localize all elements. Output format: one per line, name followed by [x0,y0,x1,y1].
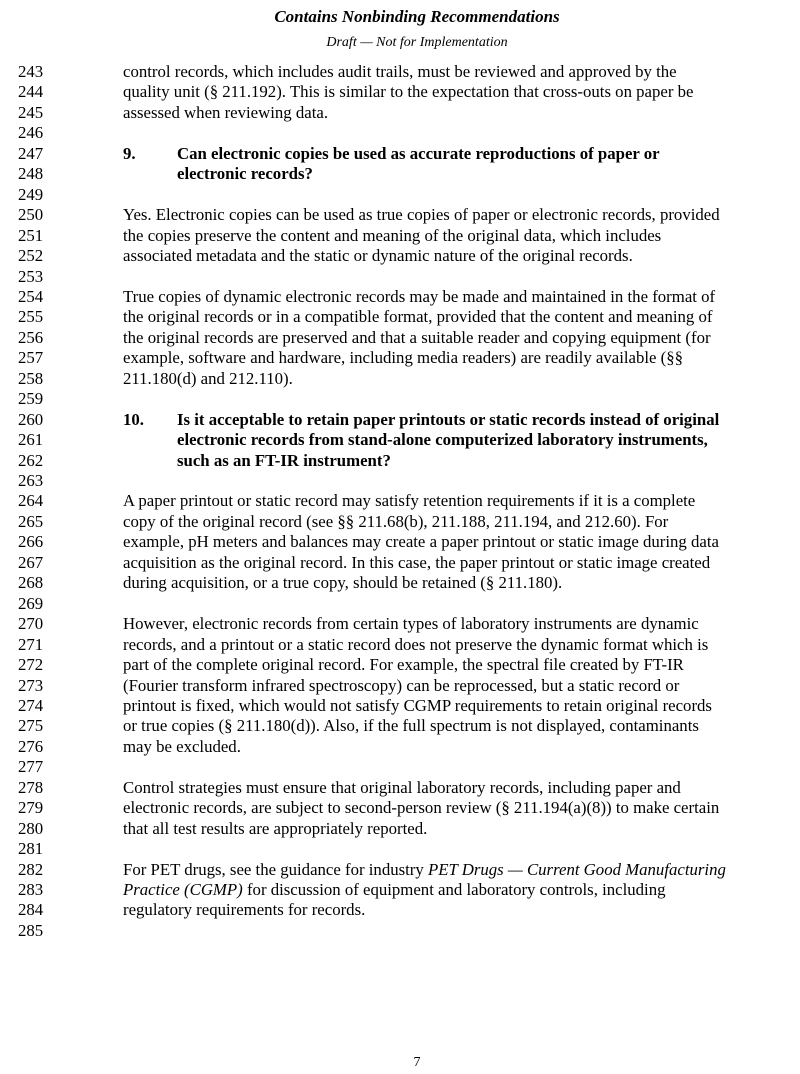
line-number: 276 [18,736,44,756]
question-number: 9. [123,143,136,163]
body-text: Control strategies must ensure that original laboratory records, including paper and [123,777,681,797]
document-line [0,614,800,634]
document-line [0,635,800,655]
body-text: during acquisition, or a true copy, should be retained (§ 211.180). [123,573,563,593]
document-line [0,389,800,409]
line-number: 271 [18,634,44,654]
line-number: 283 [18,880,44,899]
body-text: example, pH meters and balances may create a paper printout or static image during data [123,532,719,552]
line-number: 255 [18,307,44,327]
body-text [123,880,665,900]
line-number: 243 [18,62,44,81]
document-title-reference: PET Drugs — Current Good Manufacturing [427,859,726,879]
document-title-reference: Practice (CGMP) [123,880,243,899]
document-line [0,307,800,327]
line-number: 250 [18,205,44,225]
body-text: quality unit (§ 211.192). This is similar to the expectation that cross-outs on paper be [123,82,694,102]
document-line [0,246,800,266]
body-text: records, and a printout or a static record does not preserve the dynamic format which is [123,634,709,654]
line-number: 266 [18,532,44,552]
question-heading: electronic records from stand-alone computerized laboratory instruments, [177,430,708,450]
body-text: A paper printout or static record may satisfy retention requirements if it is a complete [123,491,696,511]
line-number: 245 [18,102,44,122]
body-text: the copies preserve the content and meaning of the original data, which includes [123,225,662,245]
body-text: regulatory requirements for records. [123,900,366,920]
line-number: 251 [18,225,44,245]
document-line [0,594,800,614]
document-line [0,737,800,757]
question-heading: Can electronic copies be used as accurate reproductions of paper or [177,143,660,163]
document-line [0,369,800,389]
document-line [0,348,800,368]
line-number: 275 [18,716,44,736]
document-line [0,267,800,287]
document-line [0,553,800,573]
line-number: 268 [18,573,44,593]
line-number: 257 [18,348,44,368]
question-heading: Is it acceptable to retain paper printouts or static records instead of original [177,409,720,429]
body-text: the original records are preserved and that a suitable reader and copying equipment (for [123,327,711,347]
line-number: 278 [18,777,44,797]
line-number: 258 [18,368,44,388]
document-line [0,491,800,511]
line-number: 269 [18,593,44,613]
line-number: 256 [18,327,44,347]
document-line [0,696,800,716]
line-number: 252 [18,246,44,266]
question-heading: electronic records? [177,164,313,184]
body-text: associated metadata and the static or dynamic nature of the original records. [123,246,633,266]
page-header-title: Contains Nonbinding Recommendations [274,7,560,26]
body-text: copy of the original record (see §§ 211.68(b), 211.188, 211.194, and 212.60). For [123,511,669,531]
document-line [0,921,800,941]
body-text: acquisition as the original record. In this case, the paper printout or static image created [123,552,711,572]
document-line [0,164,800,184]
question-number: 10. [123,409,144,429]
document-line [0,82,800,102]
line-number: 265 [18,511,44,531]
body-text: assessed when reviewing data. [123,102,329,122]
line-number: 262 [18,450,44,470]
line-number: 254 [18,286,44,306]
body-text: electronic records, are subject to second-person review (§ 211.194(a)(8)) to make certain [123,798,720,818]
question-heading: such as an FT-IR instrument? [177,450,391,470]
line-number: 284 [18,900,44,920]
document-line [0,185,800,205]
line-number: 260 [18,409,44,429]
body-text [123,860,726,880]
document-line [0,757,800,777]
line-number: 248 [18,164,44,184]
document-line [0,512,800,532]
line-number: 270 [18,614,44,634]
document-line [0,880,800,900]
body-text: may be excluded. [123,736,241,756]
document-line [0,430,800,450]
document-line [0,123,800,143]
body-text: the original records or in a compatible format, provided that the content and meaning of [123,307,713,327]
line-number: 279 [18,798,44,818]
line-number: 274 [18,695,44,715]
body-text: example, software and hardware, including media readers) are readily available (§§ [123,348,684,368]
body-text-segment: For PET drugs, see the guidance for industry [123,859,428,879]
body-text: However, electronic records from certain types of laboratory instruments are dynamic [123,614,699,634]
line-number: 264 [18,491,44,511]
body-text: part of the complete original record. For example, the spectral file created by FT-IR [123,655,684,675]
line-number: 285 [18,920,44,940]
line-number: 272 [18,655,44,675]
document-line [0,839,800,859]
line-number: 281 [18,839,44,859]
document-line [0,62,800,82]
document-line [0,144,800,164]
document-line [0,900,800,920]
document-line [0,655,800,675]
line-number: 273 [18,675,44,695]
document-line [0,532,800,552]
body-text: that all test results are appropriately reported. [123,818,428,838]
document-line [0,778,800,798]
page-header-subtitle: Draft — Not for Implementation [326,35,508,50]
document-line [0,205,800,225]
body-text: or true copies (§ 211.180(d)). Also, if the full spectrum is not displayed, contaminants [123,716,699,736]
document-line [0,287,800,307]
line-number: 277 [18,757,44,777]
body-text: (Fourier transform infrared spectroscopy) can be reprocessed, but a static record or [123,675,680,695]
line-number: 263 [18,471,44,490]
document-line [0,573,800,593]
line-number: 282 [18,859,44,879]
document-line [0,103,800,123]
line-number: 267 [18,552,44,572]
line-number: 259 [18,389,44,409]
body-text: control records, which includes audit trails, must be reviewed and approved by the [123,62,677,81]
document-line [0,716,800,736]
line-number: 244 [18,82,44,102]
line-number: 249 [18,184,44,204]
line-number: 280 [18,818,44,838]
document-line [0,451,800,471]
document-line [0,798,800,818]
line-number: 246 [18,123,44,143]
page-number: 7 [413,1055,421,1070]
document-line [0,819,800,839]
document-line [0,860,800,880]
body-text: Yes. Electronic copies can be used as true copies of paper or electronic records, provided [123,205,720,225]
body-text: 211.180(d) and 212.110). [123,368,293,388]
document-line [0,226,800,246]
document-line [0,676,800,696]
body-text: printout is fixed, which would not satisfy CGMP requirements to retain original records [123,695,712,715]
line-number: 261 [18,430,44,450]
body-text: True copies of dynamic electronic records may be made and maintained in the format of [123,286,716,306]
document-line [0,410,800,430]
line-number: 247 [18,143,44,163]
document-line [0,328,800,348]
line-number: 253 [18,266,44,286]
body-text-segment: for discussion of equipment and laboratory controls, including [242,880,666,899]
document-line [0,471,800,491]
